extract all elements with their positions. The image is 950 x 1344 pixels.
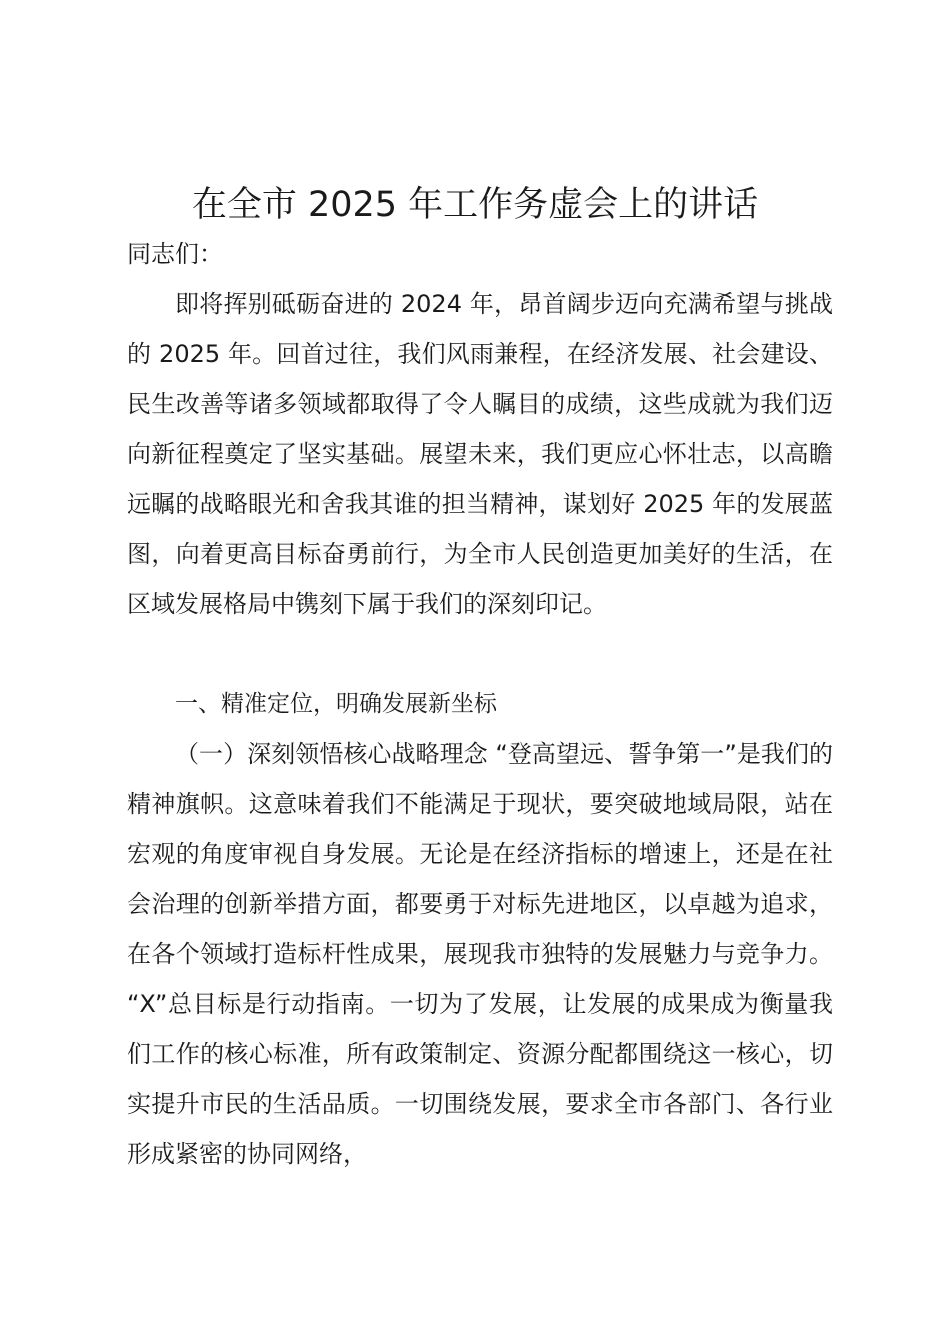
- opening-paragraph: 即将挥别砥砺奋进的 2024 年，昂首阔步迈向充满希望与挑战的 2025 年。回首过往，我们风雨兼程，在经济发展、社会建设、民生改善等诸多领域都取得了令人瞩目的成绩，这些成就为我们迈向新征程奠定了坚实基础。展望未来，我们更应心怀壮志，以高瞻远瞩的战略眼光和舍我其谁的担当精神，谋划好 2025 年的发展蓝图，向着更高目标奋勇前行，为全市人民创造更加美好的生活，在区域发展格局中镌刻下属于我们的深刻印记。: [127, 290, 833, 618]
- document-title: 在全市 2025 年工作务虚会上的讲话: [191, 185, 759, 225]
- salutation: 同志们：: [127, 240, 223, 268]
- subsection-paragraph: （一）深刻领悟核心战略理念 “登高望远、誓争第一”是我们的精神旗帜。这意味着我们不能满足于现状，要突破地域局限，站在宏观的角度审视自身发展。无论是在经济指标的增速上，还是在社会治理的创新举措方面，都要勇于对标先进地区，以卓越为追求，在各个领域打造标杆性成果，展现我市独特的发展魅力与竞争力。 “X”总目标是行动指南。一切为了发展，让发展的成果成为衡量我们工作的核心标准，所有政策制定、资源分配都围绕这一核心，切实提升市民的生活品质。一切围绕发展，要求全市各部门、各行业形成紧密的协同网络，: [127, 740, 833, 1168]
- section-heading: 一、精准定位，明确发展新坐标: [175, 691, 497, 717]
